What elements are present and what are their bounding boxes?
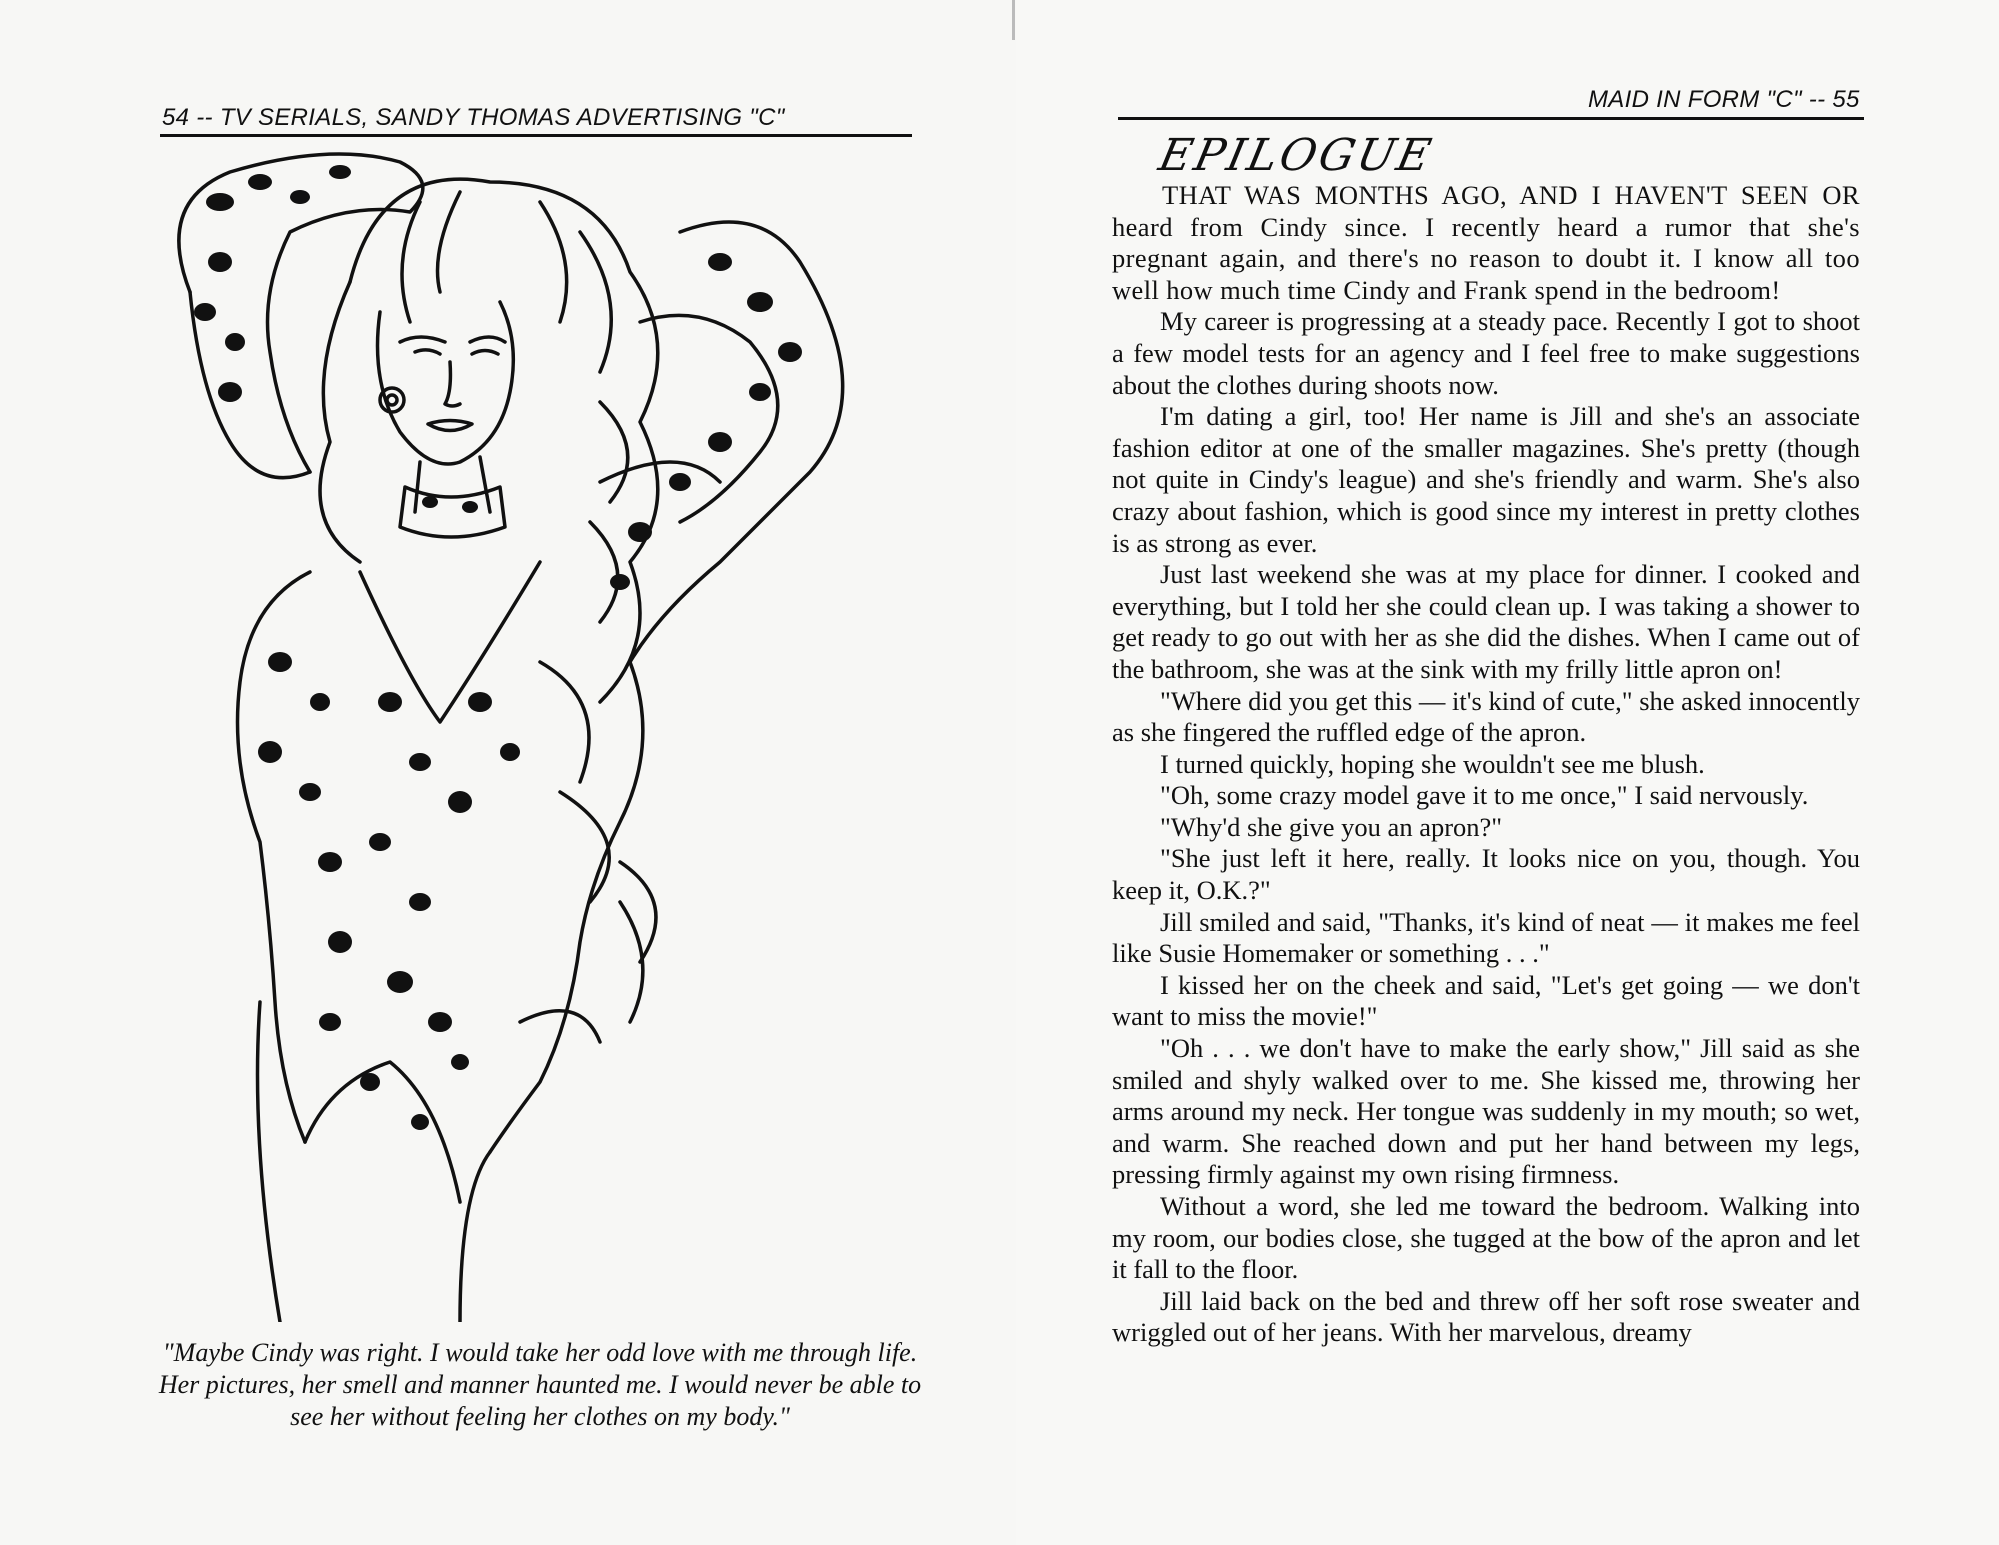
leopard-bodysuit-illustration [160, 142, 920, 1322]
paragraph: Jill laid back on the bed and threw off her soft rose sweater and wriggled out of her jeans. With her marvelous, dreamy [1112, 1285, 1860, 1348]
paragraph: "Why'd she give you an apron?" [1160, 811, 1503, 842]
paragraph: "She just left it here, really. It looks nice on you, though. You keep it, O.K.?" [1112, 843, 1860, 906]
right-page-header: MAID IN FORM "C" -- 55 [1588, 86, 1860, 113]
paragraph: I turned quickly, hoping she wouldn't see me blush. [1160, 748, 1705, 779]
illustration-caption: "Maybe Cindy was right. I would take her odd love with me through life. Her pictures, her smell and manner haunted me. I would never be able to see her without feeling her clothes on my body." [158, 1338, 922, 1431]
paragraph: Just last weekend she was at my place for dinner. I cooked and everything, but I told her she could clean up. I was taking a shower to get ready to go out with her as she did the dishes. When I came out of the bathroom, she was at the sink with my frilly little apron on! [1112, 559, 1860, 684]
paragraph: THAT WAS MONTHS AGO, AND I HAVEN'T SEEN OR heard from Cindy since. I recently heard a rumor that she's pregnant again, and there's no reason to doubt it. I know all too well how much time Cindy and Frank spend in the bedroom! [1112, 180, 1860, 305]
paragraph: "Oh . . . we don't have to make the early show," Jill said as she smiled and shyly walked over to me. She kissed me, throwing her arms around my neck. Her tongue was suddenly in my mouth; so wet, and warm. She reached down and put her hand between my legs, pressing firmly against my own rising firmness. [1112, 1033, 1860, 1190]
epilogue-heading: EPILOGUE [1154, 130, 1439, 181]
leopard-spots [194, 165, 802, 1130]
epilogue-body [1112, 180, 1860, 1349]
paragraph: Without a word, she led me toward the bedroom. Walking into my room, our bodies close, she tugged at the bow of the apron and let it fall to the floor. [1112, 1191, 1860, 1285]
page-gutter [1012, 0, 1015, 40]
paragraph: "Oh, some crazy model gave it to me once," I said nervously. [1160, 780, 1809, 811]
left-header-rule [160, 134, 912, 137]
right-header-rule [1118, 117, 1864, 120]
paragraph: Jill smiled and said, "Thanks, it's kind of neat — it makes me feel like Susie Homemaker or something . . ." [1112, 906, 1860, 969]
paragraph: "Where did you get this — it's kind of cute," she asked innocently as she fingered the ruffled edge of the apron. [1112, 685, 1860, 748]
paragraph: My career is progressing at a steady pace. Recently I got to shoot a few model tests for an agency and I feel free to make suggestions about the clothes during shoots now. [1112, 306, 1860, 400]
paragraph: I'm dating a girl, too! Her name is Jill and she's an associate fashion editor at one of the smaller magazines. She's pretty (though not quite in Cindy's league) and she's friendly and warm. She's also crazy about fashion, which is good since my interest in pretty clothes is as strong as ever. [1112, 401, 1860, 558]
left-page-header: 54 -- TV SERIALS, SANDY THOMAS ADVERTISING "C" [162, 104, 785, 131]
paragraph: I kissed her on the cheek and said, "Let's get going — we don't want to miss the movie!" [1112, 969, 1860, 1032]
